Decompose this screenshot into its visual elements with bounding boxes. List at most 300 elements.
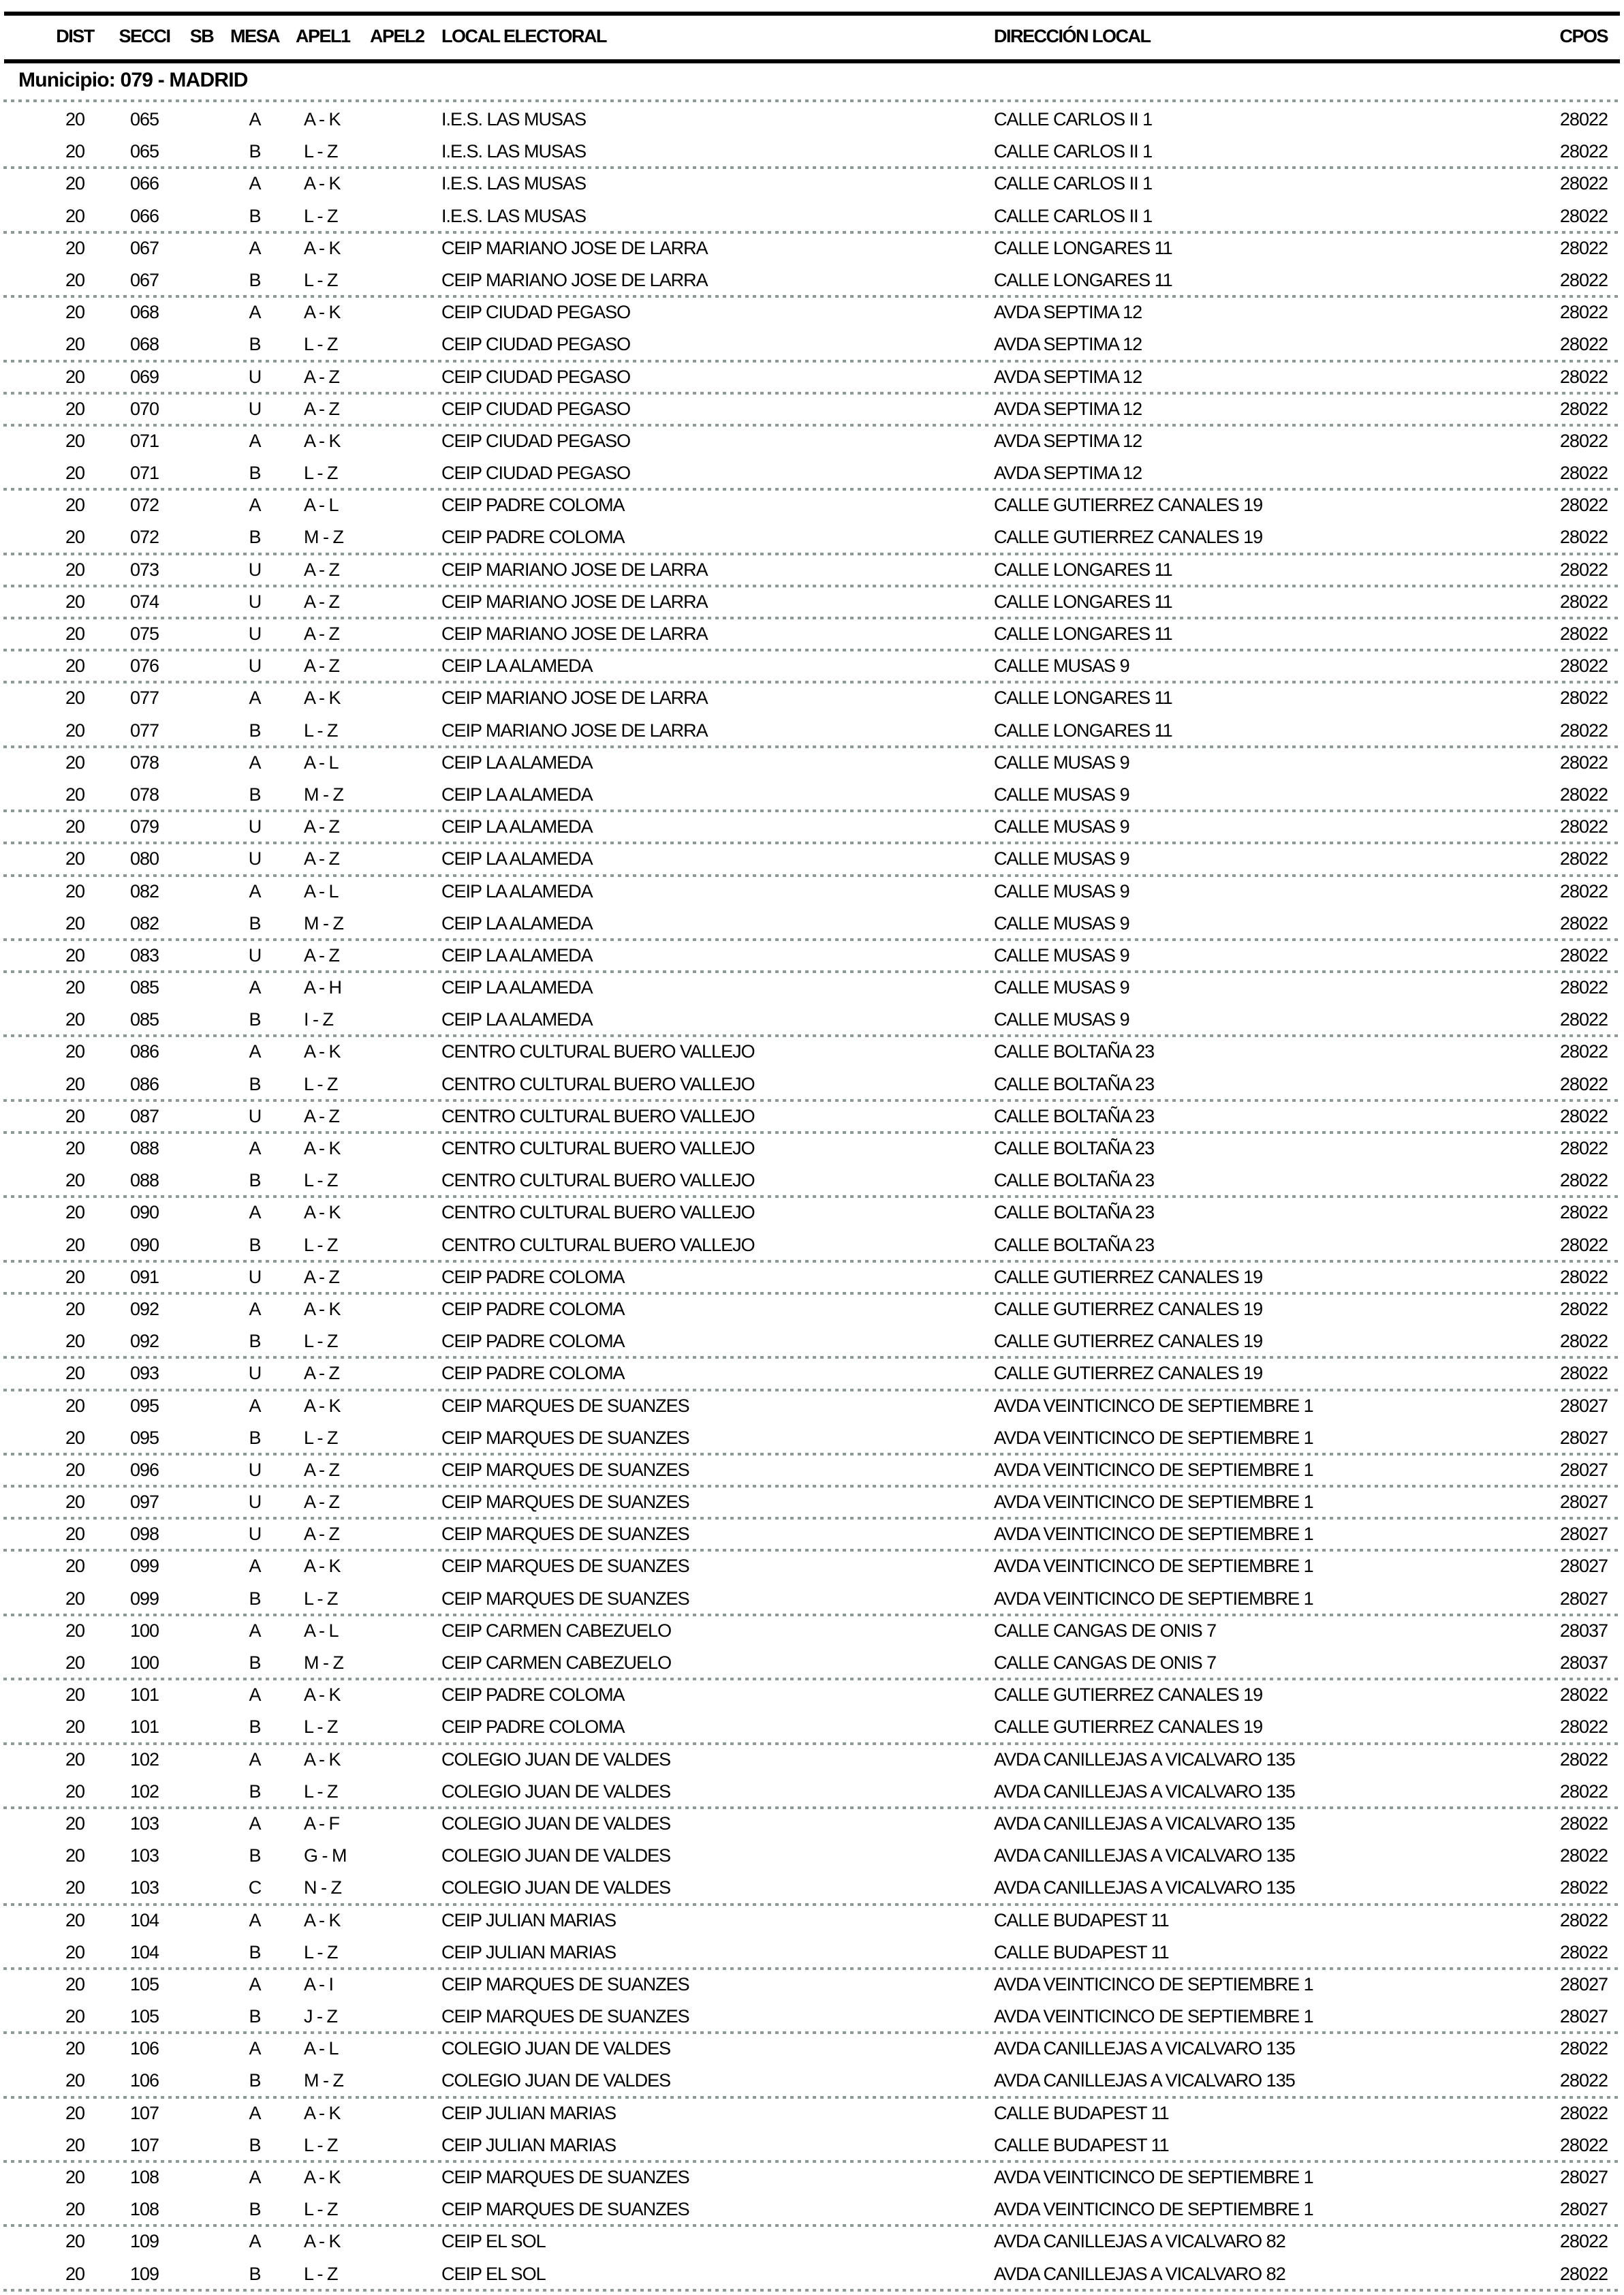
- cell-dist: 20: [65, 1845, 85, 1866]
- cell-secci: 069: [129, 366, 159, 387]
- table-row: [0, 2161, 1624, 2193]
- cell-cpos: 28027: [1559, 1395, 1608, 1416]
- cell-secci: 082: [129, 880, 159, 902]
- cell-secci: 104: [129, 1909, 159, 1930]
- table-row: [0, 618, 1624, 650]
- cell-local: CEIP LA ALAMEDA: [441, 656, 593, 677]
- table-row: [0, 586, 1624, 618]
- cell-apel: G - M: [304, 1845, 347, 1866]
- cell-mesa: A: [249, 1973, 261, 1994]
- cell-apel: A - L: [304, 880, 339, 902]
- cell-direccion: AVDA VEINTICINCO DE SEPTIEMBRE 1: [994, 1427, 1313, 1448]
- cell-direccion: CALLE GUTIERREZ CANALES 19: [994, 495, 1263, 516]
- cell-apel: A - Z: [304, 656, 340, 677]
- cell-local: CEIP MARIANO JOSE DE LARRA: [441, 559, 708, 580]
- cell-dist: 20: [65, 1749, 85, 1770]
- cell-dist: 20: [65, 1298, 85, 1319]
- cell-mesa: U: [248, 1266, 262, 1287]
- cell-mesa: A: [249, 2231, 261, 2252]
- cell-direccion: AVDA SEPTIMA 12: [994, 334, 1142, 355]
- table-row: [0, 876, 1624, 908]
- column-header-local: LOCAL ELECTORAL: [441, 26, 607, 46]
- table-row: [0, 2129, 1624, 2161]
- cell-dist: 20: [65, 1427, 85, 1448]
- cell-direccion: AVDA CANILLEJAS A VICALVARO 135: [994, 1749, 1295, 1770]
- cell-apel: M - Z: [304, 1652, 343, 1673]
- cell-secci: 102: [129, 1749, 159, 1770]
- cell-dist: 20: [65, 656, 85, 677]
- cell-mesa: U: [248, 944, 262, 966]
- cell-apel: L - Z: [304, 1427, 338, 1448]
- cell-dist: 20: [65, 1620, 85, 1641]
- cell-cpos: 28022: [1559, 912, 1608, 934]
- cell-local: I.E.S. LAS MUSAS: [441, 173, 587, 194]
- cell-mesa: B: [249, 1941, 261, 1962]
- cell-secci: 090: [129, 1202, 159, 1223]
- table-row: [0, 682, 1624, 714]
- cell-apel: A - L: [304, 752, 339, 773]
- cell-apel: A - Z: [304, 1459, 340, 1480]
- cell-secci: 075: [129, 623, 159, 644]
- table-row: [0, 2225, 1624, 2258]
- cell-mesa: B: [249, 1652, 261, 1673]
- cell-dist: 20: [65, 1588, 85, 1609]
- cell-secci: 066: [129, 205, 159, 226]
- cell-apel: A - Z: [304, 848, 340, 869]
- cell-local: CEIP CIUDAD PEGASO: [441, 430, 631, 451]
- cell-direccion: AVDA SEPTIMA 12: [994, 366, 1142, 387]
- cell-local: CEIP MARQUES DE SUANZES: [441, 1395, 689, 1416]
- cell-cpos: 28022: [1559, 2231, 1608, 2252]
- cell-dist: 20: [65, 398, 85, 419]
- cell-direccion: AVDA CANILLEJAS A VICALVARO 82: [994, 2263, 1285, 2284]
- cell-local: CEIP CIUDAD PEGASO: [441, 398, 631, 419]
- cell-local: CEIP MARQUES DE SUANZES: [441, 2167, 689, 2187]
- cell-secci: 102: [129, 1781, 159, 1802]
- cell-dist: 20: [65, 1009, 85, 1030]
- cell-mesa: C: [248, 1877, 262, 1898]
- cell-dist: 20: [65, 623, 85, 644]
- cell-local: COLEGIO JUAN DE VALDES: [441, 1845, 671, 1866]
- cell-apel: L - Z: [304, 205, 338, 226]
- cell-mesa: A: [249, 2167, 261, 2187]
- cell-secci: 095: [129, 1395, 159, 1416]
- cell-cpos: 28022: [1559, 1331, 1608, 1352]
- cell-direccion: AVDA VEINTICINCO DE SEPTIEMBRE 1: [994, 1588, 1313, 1609]
- cell-apel: L - Z: [304, 1941, 338, 1962]
- cell-mesa: A: [249, 1395, 261, 1416]
- cell-secci: 103: [129, 1877, 159, 1898]
- cell-direccion: AVDA VEINTICINCO DE SEPTIEMBRE 1: [994, 2006, 1313, 2027]
- table-row: [0, 393, 1624, 425]
- cell-cpos: 28022: [1559, 944, 1608, 966]
- cell-mesa: B: [249, 2134, 261, 2155]
- cell-dist: 20: [65, 816, 85, 837]
- cell-dist: 20: [65, 1170, 85, 1191]
- cell-mesa: B: [249, 2199, 261, 2220]
- cell-direccion: CALLE MUSAS 9: [994, 977, 1129, 998]
- cell-direccion: CALLE MUSAS 9: [994, 944, 1129, 966]
- table-row: [0, 104, 1624, 136]
- cell-secci: 067: [129, 237, 159, 258]
- cell-secci: 090: [129, 1234, 159, 1255]
- cell-local: CEIP LA ALAMEDA: [441, 1009, 593, 1030]
- cell-local: CEIP PADRE COLOMA: [441, 527, 625, 548]
- cell-dist: 20: [65, 559, 85, 580]
- cell-cpos: 28022: [1559, 1298, 1608, 1319]
- cell-dist: 20: [65, 2102, 85, 2123]
- table-row: [0, 1036, 1624, 1068]
- cell-mesa: B: [249, 1427, 261, 1448]
- cell-apel: L - Z: [304, 1331, 338, 1352]
- cell-mesa: B: [249, 334, 261, 355]
- cell-direccion: CALLE GUTIERREZ CANALES 19: [994, 1684, 1263, 1706]
- cell-apel: A - K: [304, 237, 341, 258]
- cell-secci: 086: [129, 1073, 159, 1094]
- cell-apel: A - K: [304, 1138, 341, 1158]
- table-row: [0, 1197, 1624, 1229]
- cell-local: CEIP PADRE COLOMA: [441, 1266, 625, 1287]
- table-row: [0, 2097, 1624, 2129]
- table-row: [0, 1969, 1624, 2001]
- cell-direccion: CALLE BUDAPEST 11: [994, 1941, 1169, 1962]
- cell-cpos: 28037: [1559, 1652, 1608, 1673]
- cell-secci: 078: [129, 784, 159, 805]
- cell-dist: 20: [65, 173, 85, 194]
- cell-mesa: U: [248, 366, 262, 387]
- cell-local: CENTRO CULTURAL BUERO VALLEJO: [441, 1041, 755, 1062]
- cell-apel: L - Z: [304, 720, 338, 741]
- cell-secci: 097: [129, 1492, 159, 1513]
- cell-dist: 20: [65, 141, 85, 162]
- cell-cpos: 28027: [1559, 1524, 1608, 1545]
- cell-local: CEIP MARQUES DE SUANZES: [441, 1492, 689, 1513]
- cell-local: CEIP JULIAN MARIAS: [441, 2134, 616, 2155]
- cell-local: CENTRO CULTURAL BUERO VALLEJO: [441, 1234, 755, 1255]
- cell-cpos: 28022: [1559, 591, 1608, 612]
- cell-mesa: U: [248, 656, 262, 677]
- cell-dist: 20: [65, 1363, 85, 1384]
- cell-local: CEIP LA ALAMEDA: [441, 816, 593, 837]
- cell-cpos: 28022: [1559, 784, 1608, 805]
- table-row: [0, 1390, 1624, 1422]
- cell-mesa: A: [249, 1684, 261, 1706]
- table-row: [0, 1261, 1624, 1293]
- cell-secci: 074: [129, 591, 159, 612]
- cell-apel: A - Z: [304, 398, 340, 419]
- table-row: [0, 2033, 1624, 2065]
- cell-secci: 099: [129, 1556, 159, 1577]
- cell-cpos: 28022: [1559, 1363, 1608, 1384]
- cell-apel: A - K: [304, 1041, 341, 1062]
- municipio-heading: Municipio: 079 - MADRID: [18, 69, 248, 91]
- cell-dist: 20: [65, 302, 85, 323]
- column-header-secci: SECCI: [119, 26, 170, 46]
- cell-cpos: 28022: [1559, 688, 1608, 709]
- cell-mesa: B: [249, 784, 261, 805]
- cell-secci: 067: [129, 269, 159, 290]
- cell-direccion: CALLE MUSAS 9: [994, 784, 1129, 805]
- cell-local: CEIP PADRE COLOMA: [441, 1298, 625, 1319]
- cell-dist: 20: [65, 591, 85, 612]
- cell-mesa: A: [249, 752, 261, 773]
- cell-dist: 20: [65, 944, 85, 966]
- cell-cpos: 28022: [1559, 559, 1608, 580]
- cell-secci: 100: [129, 1620, 159, 1641]
- table-row: [0, 1518, 1624, 1550]
- column-header-cpos: CPOS: [1559, 26, 1608, 46]
- cell-cpos: 28022: [1559, 1716, 1608, 1738]
- cell-direccion: AVDA VEINTICINCO DE SEPTIEMBRE 1: [994, 1459, 1313, 1480]
- cell-mesa: B: [249, 141, 261, 162]
- cell-cpos: 28022: [1559, 205, 1608, 226]
- table-row: [0, 2193, 1624, 2225]
- cell-apel: A - L: [304, 1620, 339, 1641]
- cell-secci: 078: [129, 752, 159, 773]
- cell-secci: 108: [129, 2167, 159, 2187]
- table-row: [0, 1776, 1624, 1808]
- cell-apel: N - Z: [304, 1877, 341, 1898]
- cell-mesa: U: [248, 559, 262, 580]
- cell-local: CEIP LA ALAMEDA: [441, 912, 593, 934]
- cell-mesa: A: [249, 1298, 261, 1319]
- cell-cpos: 28022: [1559, 977, 1608, 998]
- cell-mesa: B: [249, 2263, 261, 2284]
- cell-cpos: 28022: [1559, 109, 1608, 129]
- cell-mesa: A: [249, 1041, 261, 1062]
- cell-cpos: 28022: [1559, 848, 1608, 869]
- cell-cpos: 28022: [1559, 656, 1608, 677]
- cell-secci: 092: [129, 1331, 159, 1352]
- cell-secci: 101: [129, 1716, 159, 1738]
- cell-cpos: 28027: [1559, 2199, 1608, 2220]
- cell-apel: J - Z: [304, 2006, 337, 2027]
- cell-direccion: CALLE LONGARES 11: [994, 688, 1172, 709]
- cell-secci: 107: [129, 2134, 159, 2155]
- cell-dist: 20: [65, 495, 85, 516]
- cell-secci: 105: [129, 2006, 159, 2027]
- table-row: [0, 1679, 1624, 1711]
- cell-mesa: A: [249, 688, 261, 709]
- cell-apel: A - Z: [304, 591, 340, 612]
- cell-secci: 071: [129, 463, 159, 484]
- cell-direccion: CALLE MUSAS 9: [994, 816, 1129, 837]
- cell-secci: 103: [129, 1845, 159, 1866]
- cell-secci: 106: [129, 2070, 159, 2091]
- cell-local: CEIP EL SOL: [441, 2231, 546, 2252]
- cell-direccion: CALLE LONGARES 11: [994, 269, 1172, 290]
- table-row: [0, 1422, 1624, 1454]
- column-header-mesa: MESA: [230, 26, 279, 46]
- table-row: [0, 1454, 1624, 1486]
- cell-cpos: 28027: [1559, 1427, 1608, 1448]
- cell-dist: 20: [65, 1138, 85, 1158]
- cell-direccion: CALLE LONGARES 11: [994, 591, 1172, 612]
- cell-cpos: 28022: [1559, 1266, 1608, 1287]
- table-row: [0, 908, 1624, 940]
- cell-secci: 068: [129, 302, 159, 323]
- cell-secci: 065: [129, 109, 159, 129]
- cell-cpos: 28022: [1559, 1845, 1608, 1866]
- cell-dist: 20: [65, 1684, 85, 1706]
- cell-secci: 099: [129, 1588, 159, 1609]
- cell-mesa: B: [249, 463, 261, 484]
- cell-direccion: CALLE LONGARES 11: [994, 237, 1172, 258]
- cell-direccion: CALLE LONGARES 11: [994, 720, 1172, 741]
- cell-local: CEIP MARQUES DE SUANZES: [441, 1973, 689, 1994]
- cell-local: COLEGIO JUAN DE VALDES: [441, 1749, 671, 1770]
- table-row: [0, 1937, 1624, 1969]
- cell-local: CEIP MARQUES DE SUANZES: [441, 1556, 689, 1577]
- cell-secci: 108: [129, 2199, 159, 2220]
- cell-mesa: U: [248, 816, 262, 837]
- table-row: [0, 232, 1624, 264]
- cell-secci: 071: [129, 430, 159, 451]
- cell-dist: 20: [65, 2038, 85, 2059]
- cell-apel: A - K: [304, 2231, 341, 2252]
- cell-cpos: 28027: [1559, 2006, 1608, 2027]
- cell-secci: 088: [129, 1170, 159, 1191]
- cell-dist: 20: [65, 1395, 85, 1416]
- cell-cpos: 28022: [1559, 1877, 1608, 1898]
- table-row: [0, 489, 1624, 521]
- cell-direccion: CALLE BOLTAÑA 23: [994, 1041, 1155, 1062]
- cell-local: CEIP MARIANO JOSE DE LARRA: [441, 623, 708, 644]
- cell-dist: 20: [65, 1909, 85, 1930]
- cell-local: CEIP MARQUES DE SUANZES: [441, 2006, 689, 2027]
- cell-direccion: AVDA VEINTICINCO DE SEPTIEMBRE 1: [994, 1973, 1313, 1994]
- cell-direccion: AVDA CANILLEJAS A VICALVARO 135: [994, 2038, 1295, 2059]
- cell-local: CENTRO CULTURAL BUERO VALLEJO: [441, 1202, 755, 1223]
- cell-direccion: CALLE LONGARES 11: [994, 623, 1172, 644]
- cell-apel: L - Z: [304, 2199, 338, 2220]
- cell-direccion: AVDA CANILLEJAS A VICALVARO 135: [994, 1781, 1295, 1802]
- cell-apel: A - Z: [304, 623, 340, 644]
- cell-local: CEIP JULIAN MARIAS: [441, 2102, 616, 2123]
- table-row: [0, 2001, 1624, 2033]
- cell-mesa: B: [249, 1073, 261, 1094]
- cell-mesa: B: [249, 1845, 261, 1866]
- cell-mesa: A: [249, 430, 261, 451]
- cell-local: CEIP LA ALAMEDA: [441, 784, 593, 805]
- cell-apel: A - Z: [304, 559, 340, 580]
- cell-direccion: AVDA CANILLEJAS A VICALVARO 135: [994, 1813, 1295, 1834]
- cell-direccion: CALLE CARLOS II 1: [994, 141, 1153, 162]
- cell-local: CENTRO CULTURAL BUERO VALLEJO: [441, 1073, 755, 1094]
- cell-direccion: CALLE GUTIERREZ CANALES 19: [994, 1716, 1263, 1738]
- cell-local: CEIP LA ALAMEDA: [441, 848, 593, 869]
- cell-dist: 20: [65, 1073, 85, 1094]
- cell-direccion: AVDA SEPTIMA 12: [994, 463, 1142, 484]
- cell-secci: 068: [129, 334, 159, 355]
- cell-secci: 077: [129, 720, 159, 741]
- cell-mesa: U: [248, 1492, 262, 1513]
- cell-secci: 107: [129, 2102, 159, 2123]
- table-row: [0, 1615, 1624, 1647]
- table-row: [0, 1550, 1624, 1582]
- cell-mesa: U: [248, 1105, 262, 1126]
- cell-local: CEIP MARIANO JOSE DE LARRA: [441, 591, 708, 612]
- cell-dist: 20: [65, 1652, 85, 1673]
- table-row: [0, 1100, 1624, 1133]
- cell-direccion: CALLE GUTIERREZ CANALES 19: [994, 1298, 1263, 1319]
- cell-apel: L - Z: [304, 2263, 338, 2284]
- cell-apel: L - Z: [304, 1588, 338, 1609]
- cell-cpos: 28022: [1559, 752, 1608, 773]
- cell-local: CEIP CIUDAD PEGASO: [441, 366, 631, 387]
- cell-direccion: CALLE CANGAS DE ONIS 7: [994, 1620, 1217, 1641]
- table-row: [0, 811, 1624, 843]
- cell-dist: 20: [65, 1492, 85, 1513]
- cell-dist: 20: [65, 334, 85, 355]
- cell-direccion: AVDA SEPTIMA 12: [994, 398, 1142, 419]
- cell-dist: 20: [65, 912, 85, 934]
- cell-secci: 104: [129, 1941, 159, 1962]
- cell-cpos: 28027: [1559, 1492, 1608, 1513]
- cell-direccion: CALLE GUTIERREZ CANALES 19: [994, 527, 1263, 548]
- cell-apel: A - K: [304, 1909, 341, 1930]
- table-row: [0, 940, 1624, 972]
- cell-dist: 20: [65, 1813, 85, 1834]
- cell-local: CEIP CARMEN CABEZUELO: [441, 1620, 672, 1641]
- table-row: [0, 1583, 1624, 1615]
- cell-secci: 098: [129, 1524, 159, 1545]
- table-row: [0, 2065, 1624, 2097]
- cell-apel: A - L: [304, 2038, 339, 2059]
- table-row: [0, 747, 1624, 779]
- cell-apel: A - Z: [304, 1492, 340, 1513]
- cell-direccion: CALLE BUDAPEST 11: [994, 1909, 1169, 1930]
- cell-secci: 087: [129, 1105, 159, 1126]
- cell-cpos: 28022: [1559, 495, 1608, 516]
- cell-local: I.E.S. LAS MUSAS: [441, 141, 587, 162]
- column-header-apel1: APEL1: [296, 26, 350, 46]
- cell-secci: 082: [129, 912, 159, 934]
- cell-local: COLEGIO JUAN DE VALDES: [441, 1781, 671, 1802]
- cell-mesa: A: [249, 1813, 261, 1834]
- cell-cpos: 28022: [1559, 623, 1608, 644]
- cell-apel: A - K: [304, 2167, 341, 2187]
- cell-mesa: B: [249, 1331, 261, 1352]
- cell-dist: 20: [65, 848, 85, 869]
- cell-local: CEIP CIUDAD PEGASO: [441, 302, 631, 323]
- cell-mesa: B: [249, 2070, 261, 2091]
- cell-local: CEIP PADRE COLOMA: [441, 1363, 625, 1384]
- table-row: [0, 1808, 1624, 1840]
- table-row: [0, 1293, 1624, 1325]
- cell-direccion: CALLE BOLTAÑA 23: [994, 1202, 1155, 1223]
- cell-local: CENTRO CULTURAL BUERO VALLEJO: [441, 1138, 755, 1158]
- cell-cpos: 28022: [1559, 1138, 1608, 1158]
- cell-local: CEIP MARIANO JOSE DE LARRA: [441, 237, 708, 258]
- table-row: [0, 1647, 1624, 1679]
- dotted-separator: [3, 99, 1621, 102]
- cell-apel: L - Z: [304, 463, 338, 484]
- cell-direccion: CALLE MUSAS 9: [994, 912, 1129, 934]
- cell-direccion: CALLE GUTIERREZ CANALES 19: [994, 1266, 1263, 1287]
- cell-apel: A - Z: [304, 816, 340, 837]
- cell-apel: M - Z: [304, 784, 343, 805]
- cell-secci: 076: [129, 656, 159, 677]
- cell-apel: A - K: [304, 1556, 341, 1577]
- table-row: [0, 328, 1624, 360]
- cell-apel: L - Z: [304, 1716, 338, 1738]
- cell-local: CEIP LA ALAMEDA: [441, 752, 593, 773]
- table-row: [0, 1744, 1624, 1776]
- cell-dist: 20: [65, 109, 85, 129]
- cell-cpos: 28022: [1559, 1749, 1608, 1770]
- cell-cpos: 28022: [1559, 398, 1608, 419]
